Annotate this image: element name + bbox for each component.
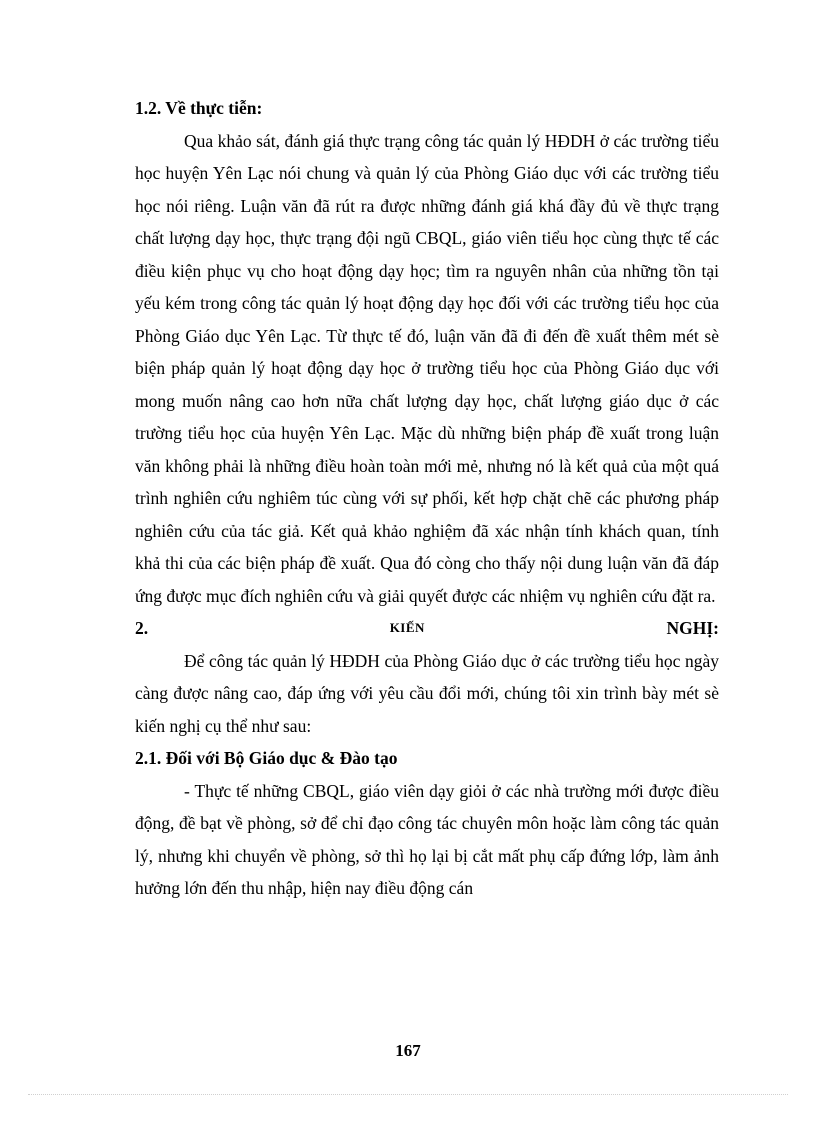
paragraph-recommendations: Để công tác quản lý HĐDH của Phòng Giáo dục ở các trường tiểu học ngày càng được nâng cao, đáp ứng với yêu cầu đổi mới, chúng tôi xin trình bày mét sè kiến nghị cụ thể như sau: (135, 650, 719, 736)
section-heading-2 (135, 612, 719, 645)
section-number: 2. (135, 618, 149, 638)
paragraph-ministry: - Thực tế những CBQL, giáo viên dạy giỏi ở các nhà trường mới được điều động, đề bạt về phòng, sở để chỉ đạo công tác chuyên môn hoặc làm công tác quản lý, nhưng khi chuyển về phòng, sở thì họ lại bị cắt mất phụ cấp đứng lớp, làm ảnh hưởng lớn đến thu nhập, hiện nay điều động cán (135, 780, 719, 898)
page-number: 167 (395, 1041, 421, 1060)
section-heading-2-1: 2.1. Đối với Bộ Giáo dục & Đào tạo (135, 748, 398, 768)
section-heading-1-2: 1.2. Về thực tiễn: (135, 98, 263, 118)
paragraph-practical: Qua khảo sát, đánh giá thực trạng công tác quản lý HĐDH ở các trường tiểu học huyện Yên Lạc nói chung và quản lý của Phòng Giáo dục với các trường tiểu học nói riêng. Luận văn đã rút ra được những đánh giá khá đầy đủ về thực trạng chất lượng dạy học, thực trạng đội ngũ CBQL, giáo viên tiểu học cùng thực tế các điều kiện phục vụ cho hoạt động dạy học; tìm ra nguyên nhân của những tồn tại yếu kém trong công tác quản lý hoạt động dạy học đối với các trường tiểu học của Phòng Giáo dục Yên Lạc. Từ thực tế đó, luận văn đã đi đến đề xuất thêm mét sè biện pháp quản lý hoạt động dạy học ở trường tiểu học của Phòng Giáo dục với mong muốn nâng cao hơn nữa chất lượng dạy học, chất lượng giáo dục ở các trường tiểu học của huyện Yên Lạc. Mặc dù những biện pháp đề xuất trong luận văn không phải là những điều hoàn toàn mới mẻ, nhưng nó là kết quả của một quá trình nghiên cứu nghiêm túc cùng với sự phối, kết hợp chặt chẽ các phương pháp nghiên cứu của tác giả. Kết quả khảo nghiệm đã xác nhận tính khách quan, tính khả thi của các biện pháp đề xuất. Qua đó còng cho thấy nội dung luận văn đã đáp ứng được mục đích nghiên cứu và giải quyết được các nhiệm vụ nghiên cứu đặt ra. (135, 130, 719, 606)
section-title-word-1: KIẾN (389, 620, 425, 635)
footer-divider (28, 1094, 788, 1095)
section-title-word-2: NGHỊ: (666, 618, 719, 638)
page-body (135, 92, 719, 905)
